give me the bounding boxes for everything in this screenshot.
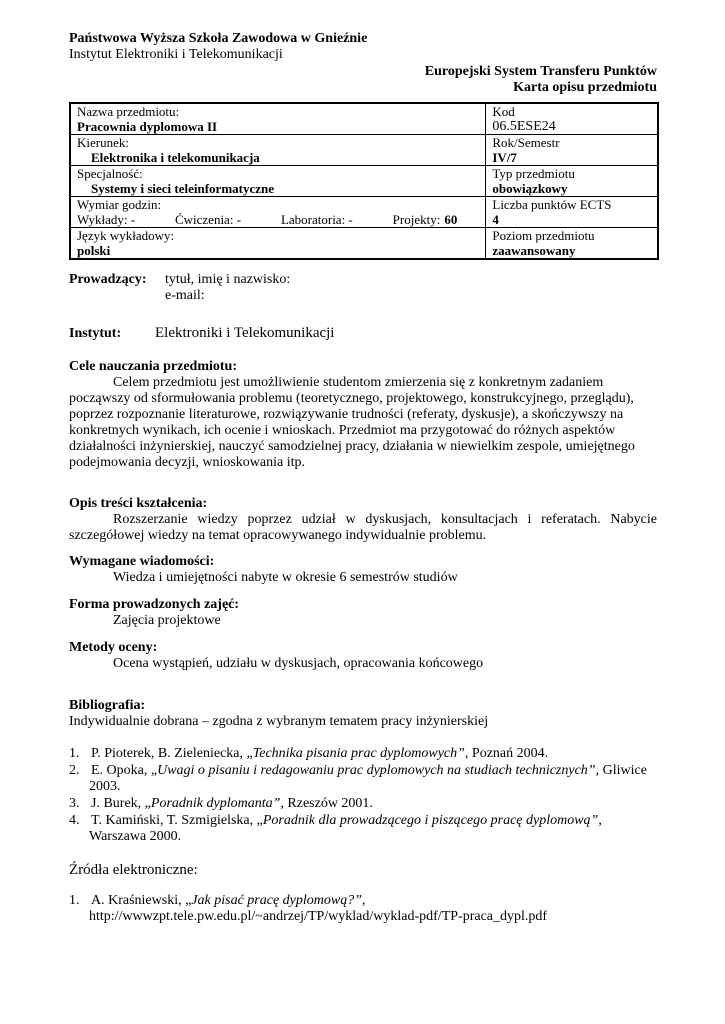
hours-cell (70, 197, 486, 228)
item-content (89, 893, 547, 924)
item-authors: E. Opoka, „ (91, 763, 158, 778)
level-cell (486, 228, 658, 260)
bibliography-section (69, 698, 657, 730)
required-text: Wiedza i umiejętności nabyte w okresie 6 semestrów studiów (113, 570, 458, 585)
grading-heading: Metody oceny: (69, 640, 158, 655)
goals-heading: Cele nauczania przedmiotu: (69, 359, 237, 374)
institute-value: Elektroniki i Telekomunikacji (155, 325, 335, 341)
bibliography-item (69, 763, 657, 795)
bibliography-heading: Bibliografia: (69, 698, 146, 713)
lecturer-label: Prowadzący: (69, 272, 147, 287)
item-number: 4. (69, 813, 80, 828)
table-row (70, 166, 658, 197)
required-heading: Wymagane wiadomości: (69, 554, 215, 569)
projects-hours (393, 212, 458, 227)
table-row (70, 103, 658, 135)
lecturer-email-line: e-mail: (165, 288, 205, 303)
goals-section (69, 359, 657, 471)
code-value: 06.5ESE24 (492, 119, 556, 134)
lecturer-name-line: tytuł, imię i nazwisko: (165, 272, 291, 287)
bibliography-item (69, 746, 657, 762)
field-value: Elektronika i telekomunikacja (91, 150, 260, 165)
item-title: Poradnik dyplomanta” (150, 796, 281, 811)
lab-hours: Laboratoria: - (280, 212, 353, 227)
goals-text: Celem przedmiotu jest umożliwienie studentom zmierzenia się z konkretnym zadaniem począwszy od sformułowania problemu (teoretycznego, projektowego, konstrukcyjnego, przeglądu), poprzez rozpoznanie literaturowe, rozwiązywanie trudności (referaty, dyskusje), a skończywszy na konkretnych wynikach, ich ocenie i wnioskach. Przedmiot ma przygotować do różnych aspektów działalności inżynierskiej, nauczyć samodzielnej pracy, działania w niewielkim zespole, umiejętnego podejmowania decyzji, wnioskowania itp. (69, 375, 635, 470)
hours-breakdown (77, 212, 479, 227)
item-authors: J. Burek, „ (91, 796, 151, 811)
item-publisher: , Poznań 2004. (464, 746, 549, 761)
institute-label: Instytut: (69, 326, 122, 341)
field-label: Kierunek: (77, 135, 129, 150)
item-title: Poradnik dla prowadzącego i piszącego pracę dyplomową” (262, 813, 599, 828)
content-section (69, 496, 657, 544)
subject-cell (70, 103, 486, 135)
item-url[interactable]: http://wwwzpt.tele.pw.edu.pl/~andrzej/TP/wyklad/wyklad-pdf/TP-praca_dypl.pdf (89, 909, 548, 924)
spec-value: Systemy i sieci teleinformatyczne (91, 181, 275, 196)
type-cell (486, 166, 658, 197)
exercises-hours: Ćwiczenia: - (174, 212, 242, 227)
year-label: Rok/Semestr (492, 135, 560, 150)
ects-label: Liczba punktów ECTS (492, 197, 612, 212)
form-heading: Forma prowadzonych zajęć: (69, 597, 240, 612)
specialization-cell (70, 166, 486, 197)
item-number: 1. (69, 746, 80, 761)
level-value: zaawansowany (492, 243, 576, 258)
item-authors: A. Kraśniewski, „ (91, 893, 192, 908)
course-info-table (69, 102, 659, 260)
ects-value: 4 (492, 212, 499, 227)
electronic-sources-list (69, 893, 657, 926)
form-text: Zajęcia projektowe (113, 613, 221, 628)
field-cell (70, 135, 486, 166)
table-row (70, 228, 658, 260)
bibliography-item (69, 893, 657, 925)
item-title: Jak pisać pracę dyplomową?” (191, 893, 363, 908)
spec-label: Specjalność: (77, 166, 143, 181)
code-label: Kod (492, 104, 515, 119)
level-label: Poziom przedmiotu (492, 228, 595, 243)
content-heading: Opis treści kształcenia: (69, 496, 208, 511)
projects-label: Projekty: (392, 212, 441, 227)
language-cell (70, 228, 486, 260)
ects-system-title: Europejski System Transferu Punktów (424, 64, 657, 79)
required-section (69, 554, 657, 586)
year-cell (486, 135, 658, 166)
content-text: Rozszerzanie wiedzy poprzez udział w dyskusjach, konsultacjach i referatach. Nabycie szczegółowej wiedzy na temat opracowywanego indywidualnie problemu. (69, 512, 657, 543)
institute-name: Instytut Elektroniki i Telekomunikacji (69, 47, 283, 62)
item-publisher: , Rzeszów 2001. (280, 796, 373, 811)
bibliography-intro: Indywidualnie dobrana – zgodna z wybranym tematem pracy inżynierskiej (69, 714, 489, 729)
lang-label: Język wykładowy: (77, 228, 175, 243)
school-name: Państwowa Wyższa Szkoła Zawodowa w Gnieźnie (69, 31, 368, 46)
form-section (69, 597, 657, 629)
lectures-hours: Wykłady: - (77, 212, 136, 227)
subject-value: Pracownia dyplomowa II (77, 119, 218, 134)
item-content (89, 813, 602, 844)
item-content (89, 746, 548, 761)
item-number: 3. (69, 796, 80, 811)
type-label: Typ przedmiotu (492, 166, 575, 181)
type-value: obowiązkowy (492, 181, 568, 196)
year-value: IV/7 (492, 150, 517, 165)
subject-label: Nazwa przedmiotu: (77, 104, 180, 119)
bibliography-item (69, 796, 657, 812)
code-cell (486, 103, 658, 135)
grading-text: Ocena wystąpień, udziału w dyskusjach, opracowania końcowego (113, 656, 484, 671)
table-row (70, 135, 658, 166)
ects-cell (486, 197, 658, 228)
item-publisher: , Gliwice 2003. (89, 763, 647, 794)
item-authors: T. Kamiński, T. Szmigielska, „ (91, 813, 263, 828)
item-title: Technika pisania prac dyplomowych” (252, 746, 465, 761)
item-content (89, 763, 647, 794)
item-publisher: , (362, 893, 366, 908)
table-row (70, 197, 658, 228)
item-number: 2. (69, 763, 80, 778)
bibliography-list (69, 746, 657, 846)
item-number: 1. (69, 893, 80, 908)
card-title: Karta opisu przedmiotu (513, 80, 657, 95)
electronic-heading: Źródła elektroniczne: (69, 862, 198, 878)
bibliography-item (69, 813, 657, 845)
projects-value: 60 (444, 212, 458, 227)
lang-value: polski (77, 243, 111, 258)
item-publisher: , Warszawa 2000. (89, 813, 602, 844)
hours-label: Wymiar godzin: (77, 197, 162, 212)
item-authors: P. Pioterek, B. Zieleniecka, „ (91, 746, 253, 761)
item-content (89, 796, 373, 811)
item-title: Uwagi o pisaniu i redagowaniu prac dyplomowych na studiach technicznych” (157, 763, 596, 778)
grading-section (69, 640, 657, 672)
